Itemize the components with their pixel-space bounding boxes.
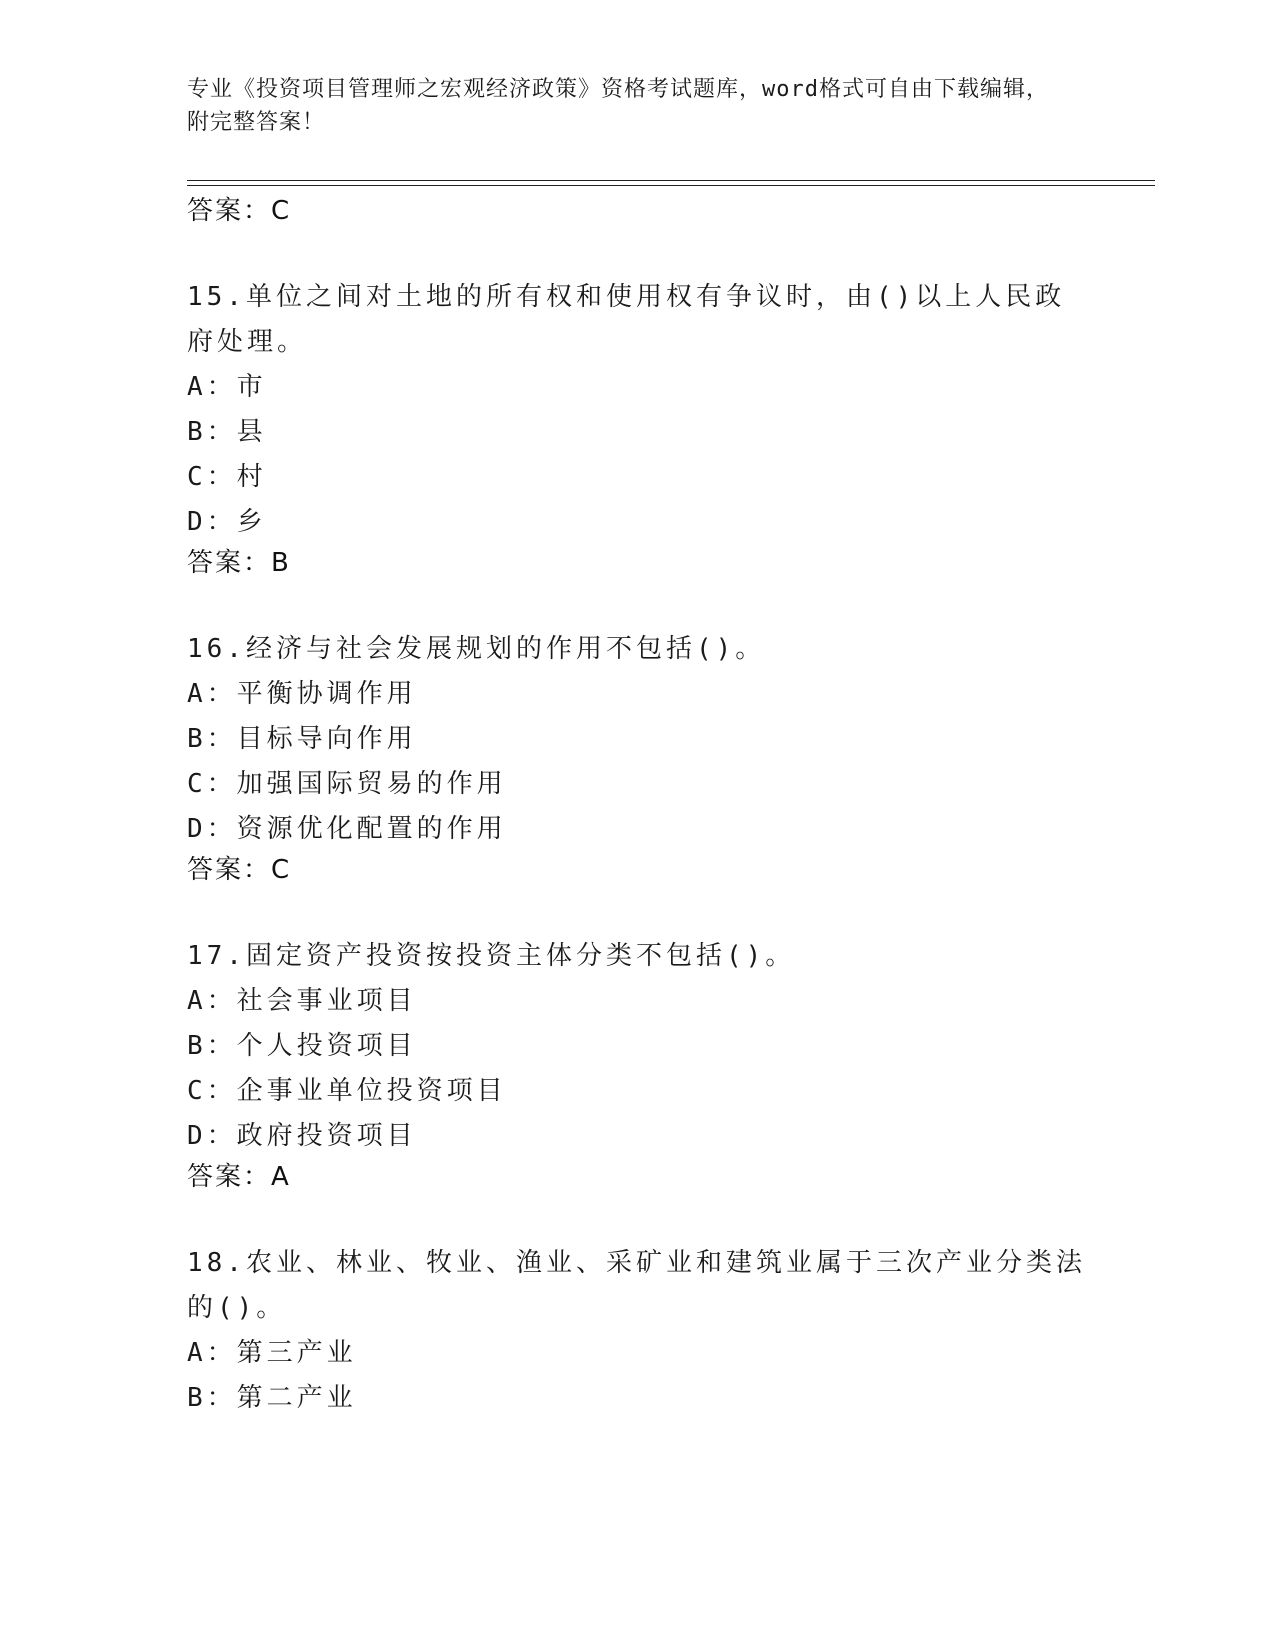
- question-17: [187, 934, 1087, 1195]
- option-a: A：市: [187, 372, 267, 402]
- header-rule-top: [187, 180, 1155, 181]
- question-text: 16.经济与社会发展规划的作用不包括()。: [187, 634, 766, 664]
- option-a: A：第三产业: [187, 1338, 357, 1368]
- option-b: B：第二产业: [187, 1383, 357, 1413]
- option-b: B：目标导向作用: [187, 724, 417, 754]
- document-description: 专业《投资项目管理师之宏观经济政策》资格考试题库，word格式可自由下载编辑，附完整答案！: [187, 77, 1049, 135]
- header-rule-bottom: [187, 185, 1155, 186]
- option-c: C：企事业单位投资项目: [187, 1076, 507, 1106]
- answer-17: 答案：A: [187, 1162, 291, 1192]
- option-d: D：政府投资项目: [187, 1121, 417, 1151]
- option-b: B：县: [187, 417, 267, 447]
- option-d: D：乡: [187, 507, 267, 537]
- question-list: [187, 193, 1087, 1421]
- option-c: C：村: [187, 462, 267, 492]
- option-a: A：平衡协调作用: [187, 679, 417, 709]
- question-text: 17.固定资产投资按投资主体分类不包括()。: [187, 941, 796, 971]
- option-a: A：社会事业项目: [187, 986, 417, 1016]
- question-text: 15.单位之间对土地的所有权和使用权有争议时，由()以上人民政府处理。: [187, 282, 1066, 357]
- answer-14: 答案：C: [187, 196, 292, 226]
- option-b: B：个人投资项目: [187, 1031, 417, 1061]
- question-18: [187, 1241, 1087, 1421]
- question-text: 18.农业、林业、牧业、渔业、采矿业和建筑业属于三次产业分类法的()。: [187, 1248, 1086, 1323]
- question-15: [187, 275, 1087, 581]
- question-16: [187, 627, 1087, 888]
- answer-15: 答案：B: [187, 548, 291, 578]
- option-d: D：资源优化配置的作用: [187, 814, 507, 844]
- answer-16: 答案：C: [187, 855, 292, 885]
- option-c: C：加强国际贸易的作用: [187, 769, 507, 799]
